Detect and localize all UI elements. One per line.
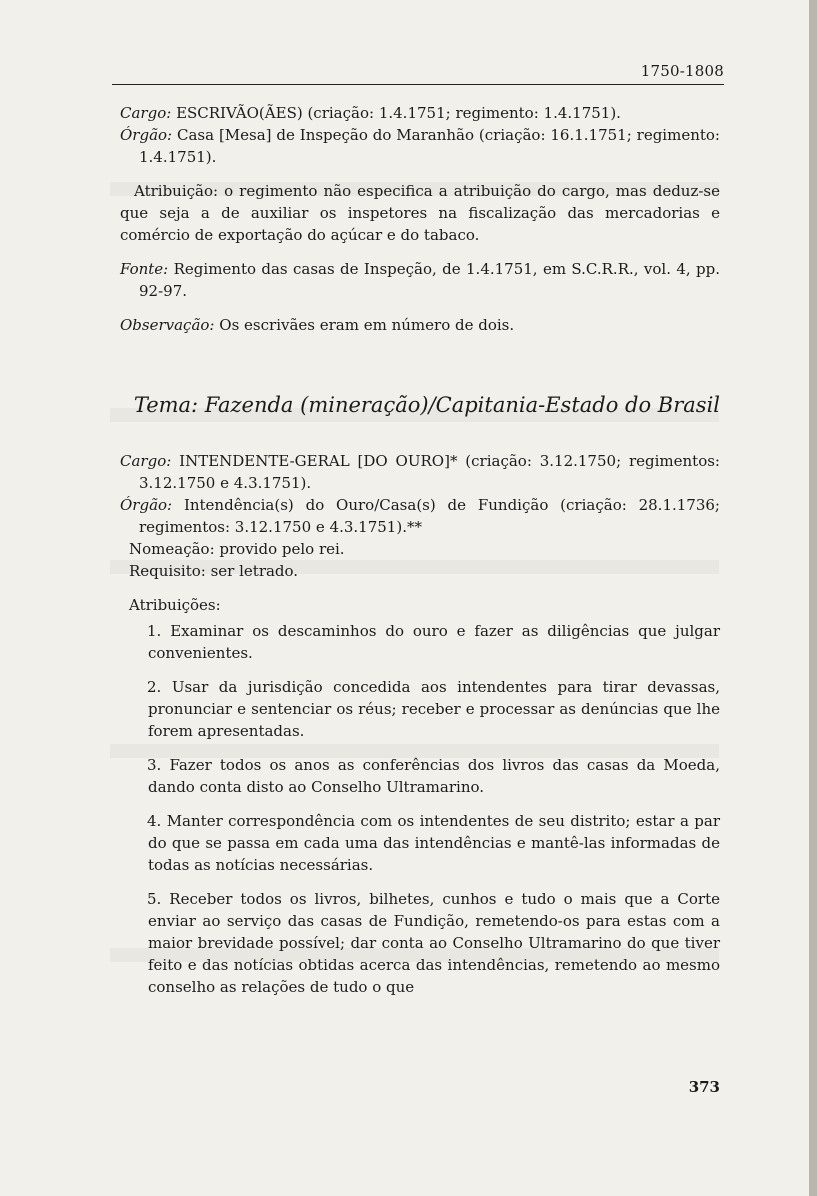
page-number: 373 xyxy=(688,1078,720,1096)
entry2-orgao xyxy=(120,494,720,538)
fonte-text: Regimento das casas de Inspeção, de 1.4.1751, em S.C.R.R., vol. 4, pp. 92-97. xyxy=(139,260,720,300)
page-body xyxy=(120,102,720,998)
entry2-requisito: Requisito: ser letrado. xyxy=(129,562,299,580)
running-head: 1750-1808 xyxy=(640,62,724,80)
atribuicao-item: 5. Receber todos os livros, bilhetes, cunhos e tudo o mais que a Corte enviar ao serviço das casas de Fundição, remetendo-os para estas com a maior brevidade possível; dar conta ao Conselho Ultramarino do que tiver feito e das notícias obtidas acerca das intendências, remetendo ao mesmo conselho as relações de tudo o que xyxy=(147,890,720,996)
atribuicoes-label: Atribuições: xyxy=(129,596,221,614)
orgao-text: Casa [Mesa] de Inspeção do Maranhão (criação: 16.1.1751; regimento: 1.4.1751). xyxy=(139,126,720,166)
atribuicao-item: 3. Fazer todos os anos as conferências dos livros das casas da Moeda, dando conta disto ao Conselho Ultramarino. xyxy=(147,756,720,796)
entry2-nomeacao: Nomeação: provido pelo rei. xyxy=(129,540,345,558)
orgao-label: Órgão: xyxy=(120,496,173,514)
observacao-label: Observação: xyxy=(120,316,215,334)
orgao-text: Intendência(s) do Ouro/Casa(s) de Fundição (criação: 28.1.1736; regimentos: 3.12.1750 e 4.3.1751).** xyxy=(139,496,720,536)
cargo-text: INTENDENTE-GERAL [DO OURO]* (criação: 3.12.1750; regimentos: 3.12.1750 e 4.3.1751). xyxy=(139,452,720,492)
cargo-label: Cargo: xyxy=(120,104,172,122)
atribuicao-item: 2. Usar da jurisdição concedida aos intendentes para tirar devassas, pronunciar e sentenciar os réus; receber e processar as denúncias que lhe forem apresentadas. xyxy=(147,678,720,740)
observacao-text: Os escrivães eram em número de dois. xyxy=(219,316,515,334)
cargo-label: Cargo: xyxy=(120,452,172,470)
entry1-orgao xyxy=(120,124,720,168)
atribuicao-item: 1. Examinar os descaminhos do ouro e fazer as diligências que julgar convenientes. xyxy=(147,622,720,662)
orgao-label: Órgão: xyxy=(120,126,173,144)
cargo-text: ESCRIVÃO(ÃES) (criação: 1.4.1751; regimento: 1.4.1751). xyxy=(176,104,621,122)
entry1-fonte xyxy=(120,258,720,302)
entry2-cargo xyxy=(120,450,720,494)
entry1-observacao xyxy=(120,314,720,336)
entry1-atribuicao: Atribuição: o regimento não especifica a atribuição do cargo, mas deduz-se que seja a de auxiliar os inspetores na fiscalização das mercadorias e comércio de exportação do açúcar e do tabaco. xyxy=(120,182,720,244)
theme-heading: Tema: Fazenda (mineração)/Capitania-Estado do Brasil xyxy=(133,393,720,417)
atribuicao-item: 4. Manter correspondência com os intendentes de seu distrito; estar a par do que se passa em cada uma das intendências e mantê-las informadas de todas as notícias necessárias. xyxy=(147,812,720,874)
header-rule xyxy=(112,84,724,85)
entry1-cargo xyxy=(120,102,720,124)
fonte-label: Fonte: xyxy=(120,260,169,278)
